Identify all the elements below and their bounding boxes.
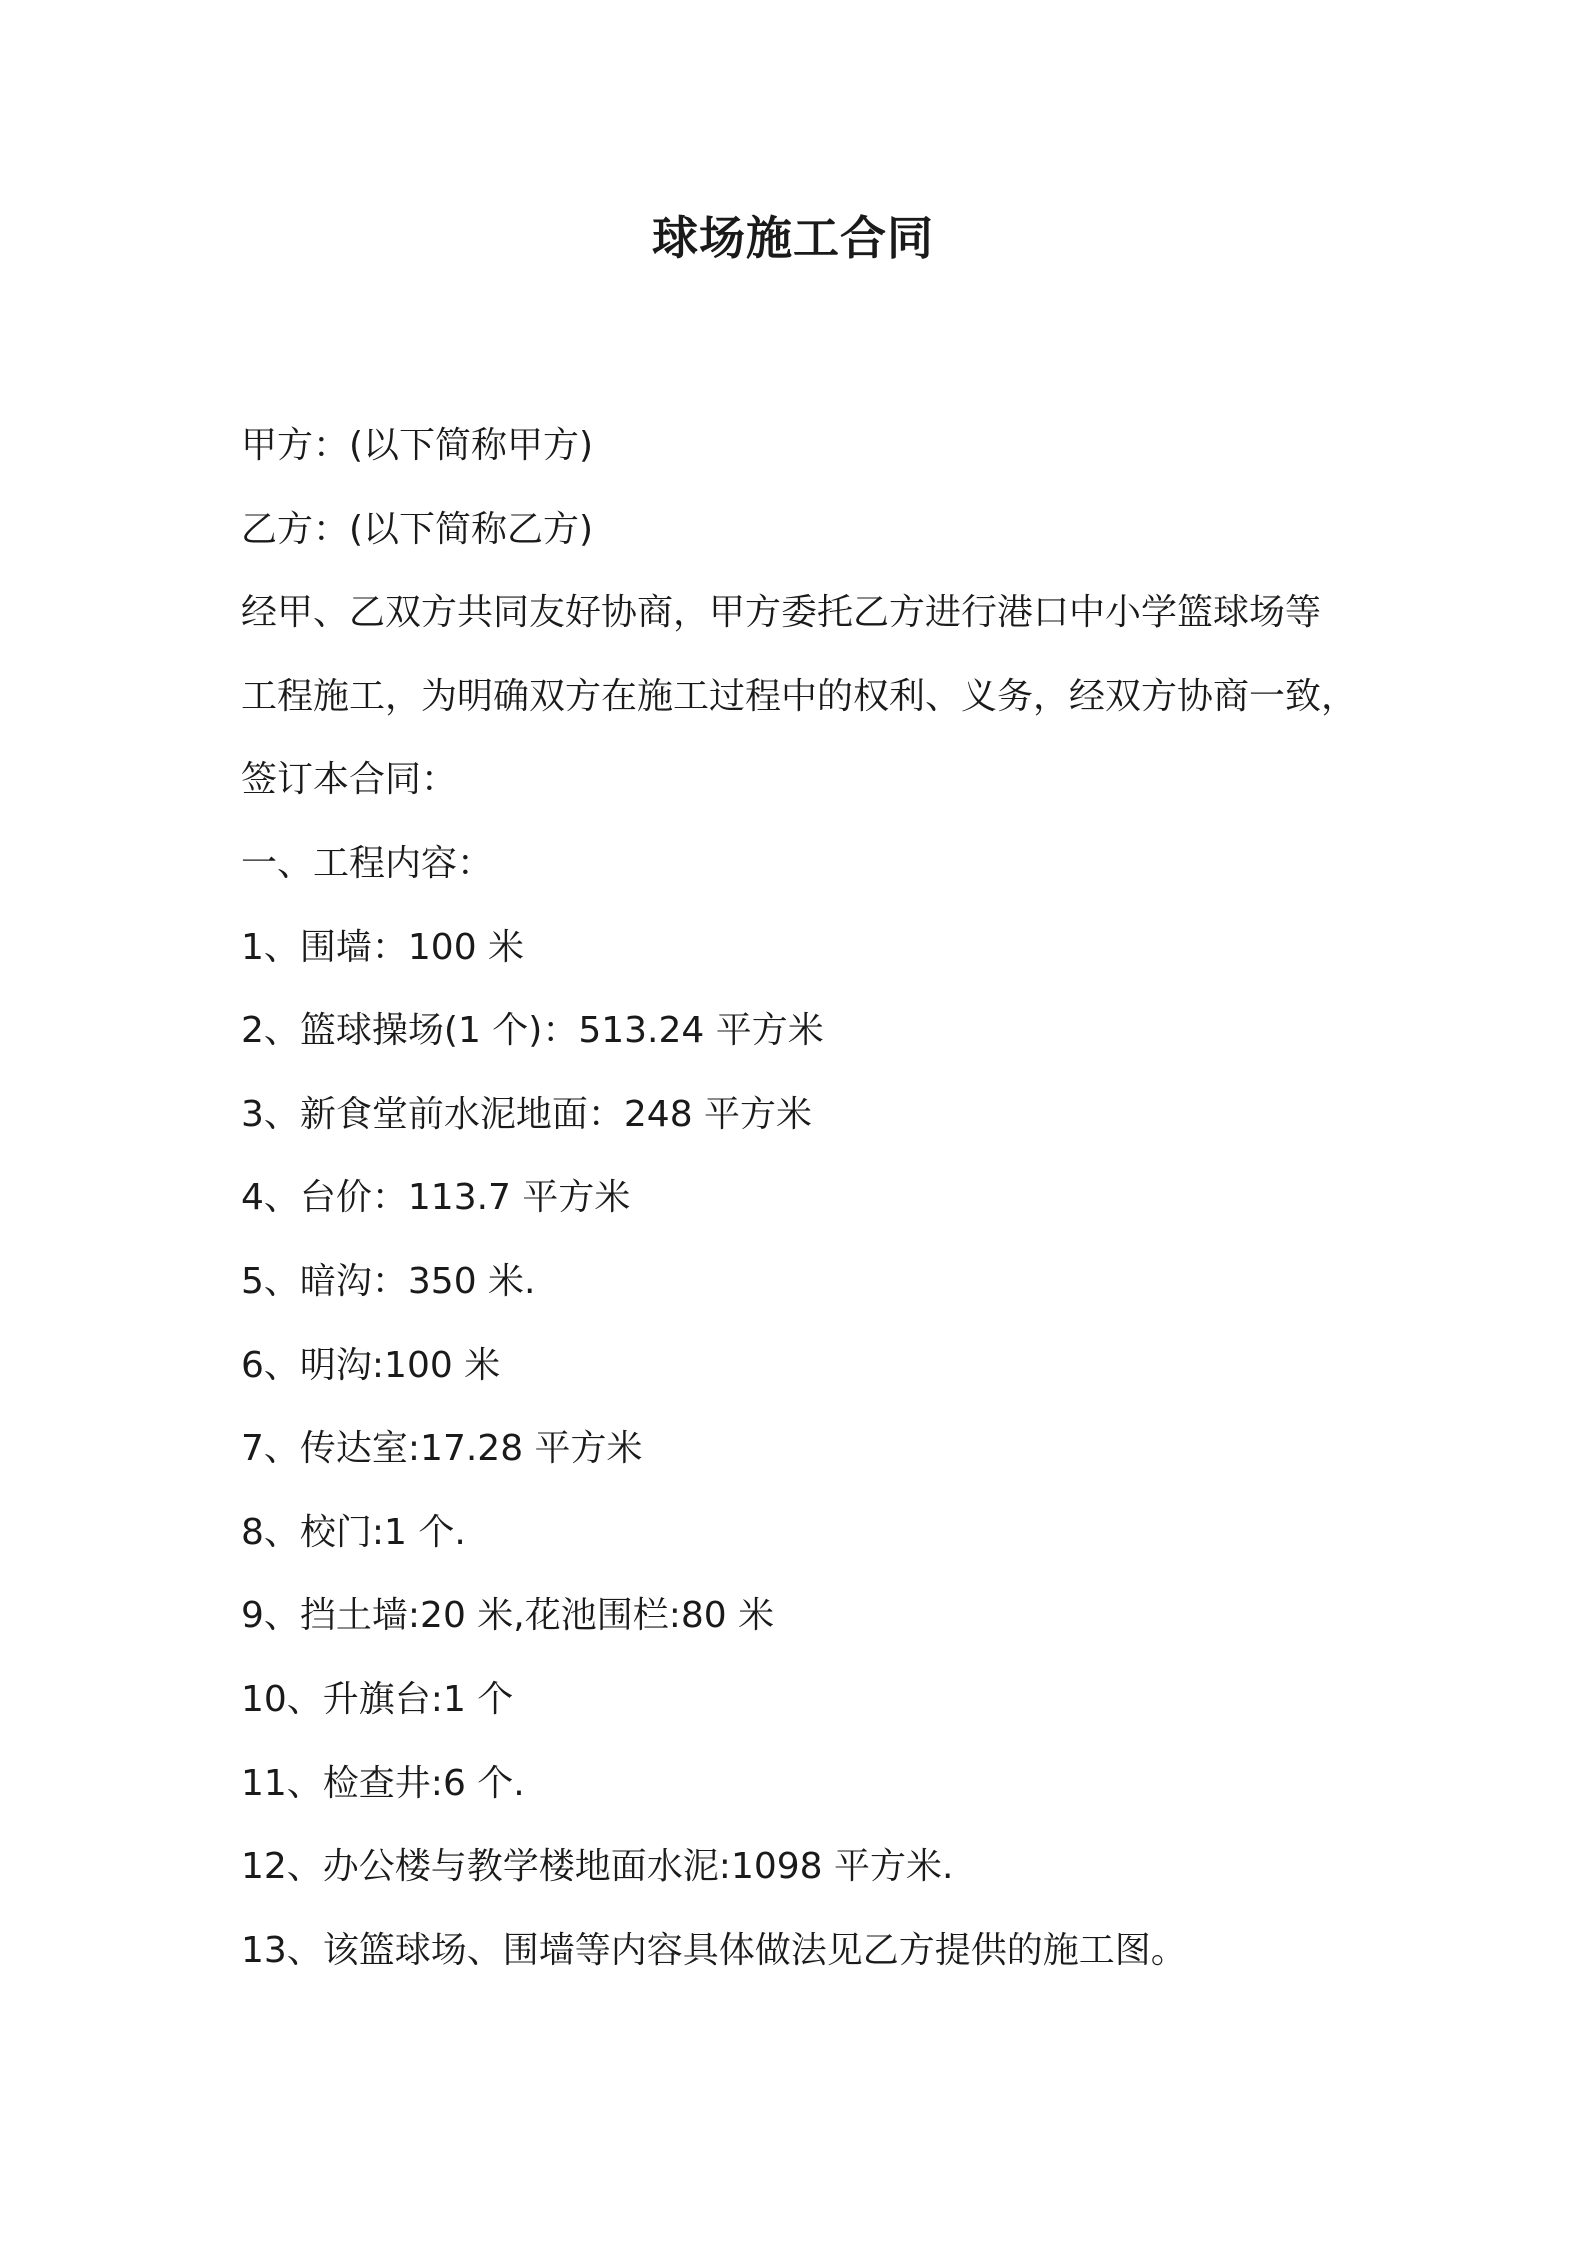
list-item: 4、台价：113.7 平方米: [241, 1177, 631, 1219]
preamble-line: 签订本合同：: [241, 759, 458, 801]
section-heading: 一、工程内容：: [241, 842, 494, 884]
preamble-line: 经甲、乙双方共同友好协商，甲方委托乙方进行港口中小学篮球场等: [241, 592, 1322, 634]
preamble-line: 工程施工，为明确双方在施工过程中的权利、义务，经双方协商一致，: [241, 675, 1358, 717]
list-item: 12、办公楼与教学楼地面水泥:1098 平方米.: [241, 1846, 954, 1888]
list-item: 3、新食堂前水泥地面：248 平方米: [241, 1093, 813, 1135]
list-item: 13、该篮球场、围墙等内容具体做法见乙方提供的施工图。: [241, 1929, 1187, 1971]
list-item: 8、校门:1 个.: [241, 1511, 466, 1553]
document-body: [241, 404, 1391, 1992]
list-item: 5、暗沟：350 米.: [241, 1260, 536, 1302]
list-item: 7、传达室:17.28 平方米: [241, 1428, 643, 1470]
list-item: 2、篮球操场(1 个)：513.24 平方米: [241, 1010, 824, 1052]
list-item: 11、检查井:6 个.: [241, 1762, 525, 1804]
list-item: 10、升旗台:1 个: [241, 1678, 514, 1720]
list-item: 9、挡土墙:20 米,花池围栏:80 米: [241, 1595, 775, 1637]
party-a-line: 甲方：(以下简称甲方): [241, 425, 594, 466]
document-title: 球场施工合同: [652, 211, 934, 265]
list-item: 6、明沟:100 米: [241, 1344, 501, 1386]
party-b-line: 乙方：(以下简称乙方): [241, 508, 594, 550]
list-item: 1、围墙：100 米: [241, 926, 525, 968]
